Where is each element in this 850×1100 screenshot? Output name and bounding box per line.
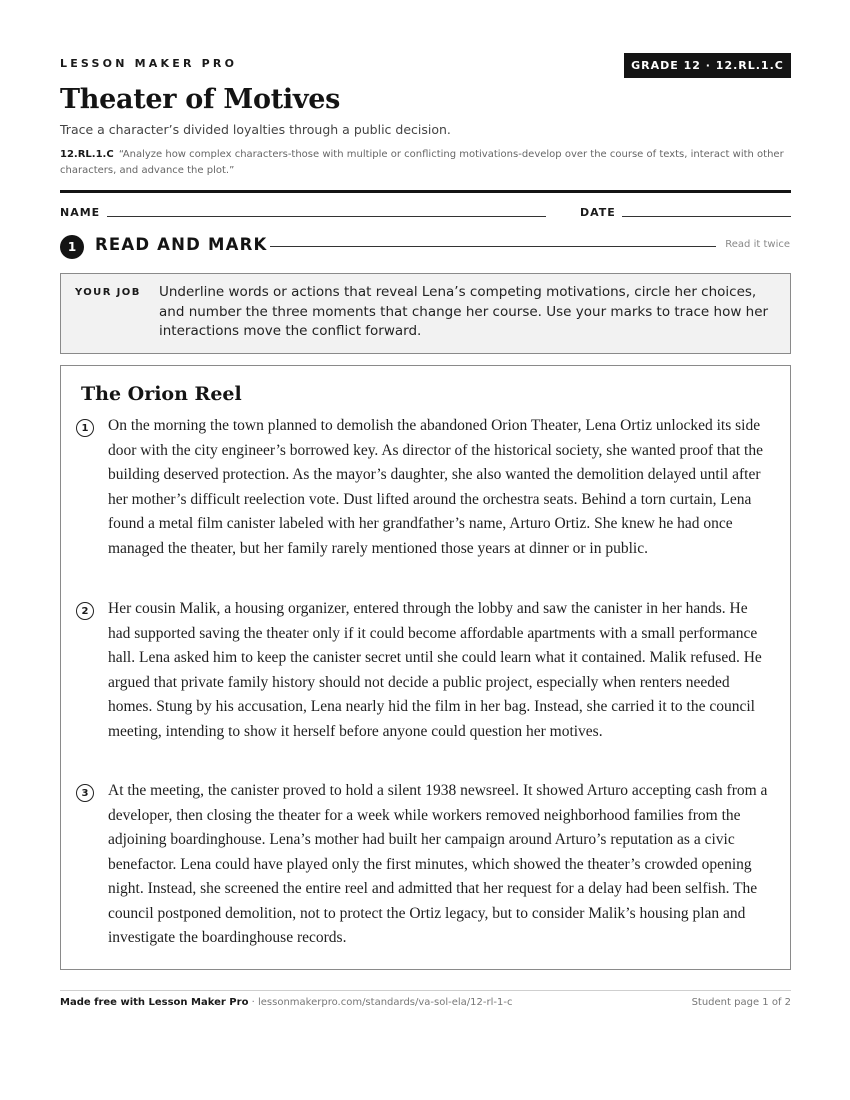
paragraph-number-3: 3 <box>76 784 94 802</box>
paragraph-1: On the morning the town planned to demolish the abandoned Orion Theater, Lena Ortiz unlocked its side door with the city engineer’s borrowed key. As director of the historical society, she wanted proof that the building deserved protection. As the mayor’s daughter, she also wanted the demolition delayed until after her mother’s difficult reelection vote. Dust lifted around the orchestra seats. Behind a torn curtain, Lena found a metal film canister labeled with her grandfather’s name, Arturo Ortiz. She knew he had once managed the theater, but her family rarely mentioned those years at dinner or in public. <box>108 417 763 557</box>
reading-passage <box>60 365 791 970</box>
grade-badge: GRADE 12 · 12.RL.1.C <box>624 53 791 78</box>
section-title: READ AND MARK <box>95 235 268 254</box>
paragraph-3: At the meeting, the canister proved to hold a silent 1938 newsreel. It showed Arturo accepting cash from a developer, then closing the theater for a week while workers removed neighborhood families from the adjoining boardinghouse. Lena’s mother had built her campaign around Arturo’s reputation as a civic benefactor. Lena could have played only the first minutes, which showed the theater’s crowded opening night. Instead, she screened the entire reel and admitted that her request for a delay had been selfish. The council postponed demolition, not to protect the Ortiz legacy, but to consider Malik’s housing plan and investigate the boardinghouse records. <box>108 782 768 946</box>
date-label: DATE <box>580 206 616 219</box>
passage-title: The Orion Reel <box>81 383 242 405</box>
brand-name: LESSON MAKER PRO <box>60 57 238 70</box>
footer-page-number: Student page 1 of 2 <box>691 997 791 1008</box>
standard-code: 12.RL.1.C <box>60 149 114 160</box>
page-subtitle: Trace a character’s divided loyalties through a public decision. <box>60 122 451 137</box>
instructions-box <box>60 273 791 354</box>
section-number-badge: 1 <box>60 235 84 259</box>
header-divider <box>60 190 791 193</box>
footer-url[interactable]: · lessonmakerpro.com/standards/va-sol-ela/12-rl-1-c <box>248 997 513 1008</box>
footer-credit <box>60 997 512 1008</box>
paragraph-2: Her cousin Malik, a housing organizer, entered through the lobby and saw the canister in her hands. He had supported saving the theater only if it could become affordable apartments with a small performance hall. Lena asked him to keep the canister secret until she could learn what it contained. Malik refused. He argued that private family history should not decide a public project, especially when renters needed homes. Stung by his accusation, Lena nearly hid the film in her bag. Instead, she carried it to the council meeting, intending to show it herself before anyone could question her motives. <box>108 600 762 740</box>
paragraph-number-1: 1 <box>76 419 94 437</box>
footer-divider <box>60 990 791 991</box>
footer-made-by: Made free with Lesson Maker Pro <box>60 997 249 1008</box>
date-field[interactable] <box>622 216 791 217</box>
name-field[interactable] <box>107 216 546 217</box>
section-rule <box>270 246 716 247</box>
standard-description <box>60 147 790 178</box>
instructions-label: YOUR JOB <box>75 287 141 298</box>
name-label: NAME <box>60 206 101 219</box>
paragraph-number-2: 2 <box>76 602 94 620</box>
section-note: Read it twice <box>725 239 790 250</box>
page-title: Theater of Motives <box>60 84 340 115</box>
standard-text: “Analyze how complex characters-those with multiple or conflicting motivations-develop over the course of texts, interact with other characters, and advance the plot.” <box>60 149 784 176</box>
instructions-text: Underline words or actions that reveal Lena’s competing motivations, circle her choices, and number the three moments that change her course. Use your marks to trace how her interactions move the conflict forward. <box>159 284 769 339</box>
